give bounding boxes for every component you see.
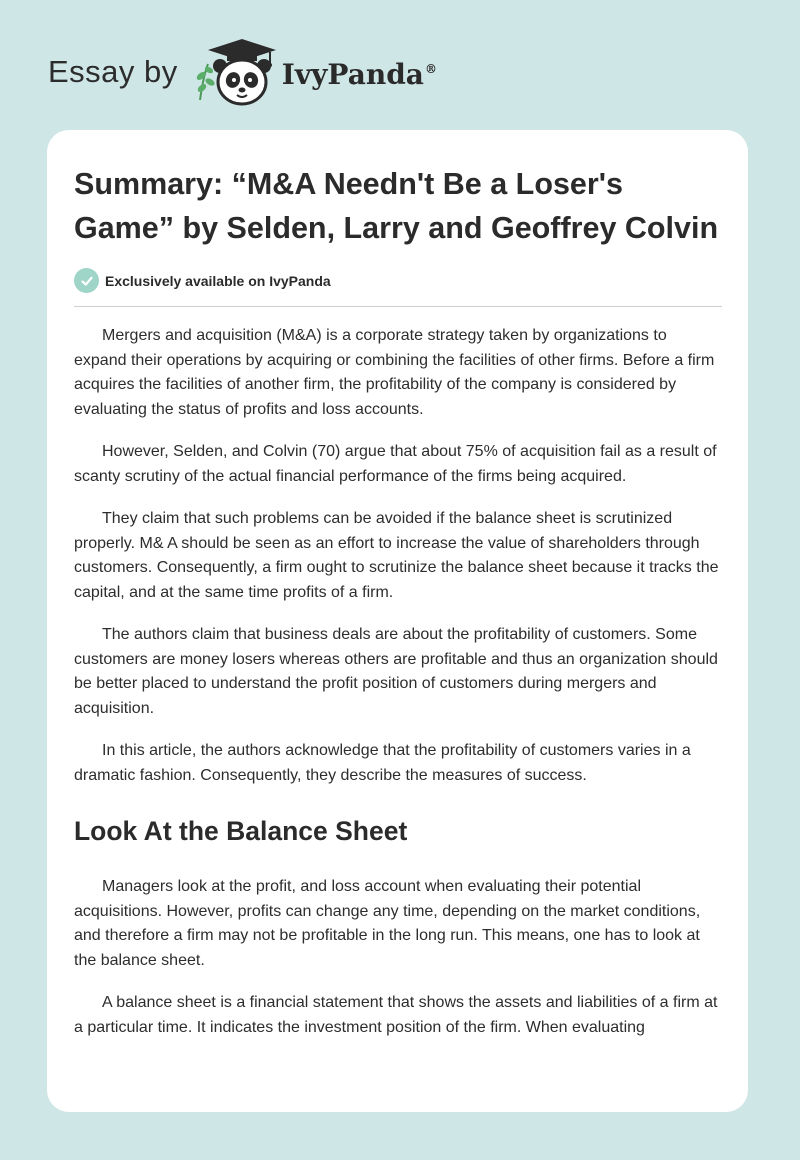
paragraph: Mergers and acquisition (M&A) is a corporate strategy taken by organizations to expand their operations by acquiring or combining the facilities of other firms. Before a firm acquires the facilities of another firm, the profitability of the company is considered by evaluating the status of profits and loss accounts. — [74, 327, 715, 418]
paragraph: They claim that such problems can be avoided if the balance sheet is scrutinized properly. M& A should be seen as an effort to increase the value of shareholders through customers. Consequently, a firm ought to scrutinize the balance sheet because it tracks the capital, and at the same time profits of a firm. — [74, 510, 719, 601]
exclusive-badge — [74, 268, 722, 293]
title-divider — [74, 306, 722, 307]
brand-prefix: Essay by — [48, 54, 178, 89]
essay-card — [47, 130, 748, 1112]
section-heading: Look At the Balance Sheet — [74, 816, 408, 846]
brand-header — [48, 36, 437, 108]
panda-logo-icon[interactable] — [190, 36, 278, 108]
registered-mark: ® — [424, 62, 437, 77]
essay-body — [74, 324, 722, 1040]
paragraph: The authors claim that business deals are about the profitability of customers. Some customers are money losers whereas others are profitable and thus an organization should be better placed to understand the profit position of customers during mergers and acquisition. — [74, 626, 718, 717]
paragraph: Managers look at the profit, and loss account when evaluating their potential acquisitions. However, profits can change any time, depending on the market conditions, and therefore a firm may not be profitable in the long run. This means, one has to look at the balance sheet. — [74, 878, 701, 969]
brand-name: IvyPanda® — [281, 57, 437, 91]
paragraph: In this article, the authors acknowledge that the profitability of customers varies in a dramatic fashion. Consequently, they describe the measures of success. — [74, 742, 691, 784]
exclusive-badge-label: Exclusively available on IvyPanda — [105, 272, 331, 289]
essay-title: Summary: “M&A Needn't Be a Loser's Game” by Selden, Larry and Geoffrey Colvin — [74, 167, 719, 245]
paragraph: However, Selden, and Colvin (70) argue that about 75% of acquisition fail as a result of scanty scrutiny of the actual financial performance of the firms being acquired. — [74, 443, 717, 485]
check-icon — [74, 268, 99, 293]
paragraph: A balance sheet is a financial statement that shows the assets and liabilities of a firm at a particular time. It indicates the investment position of the firm. When evaluating — [74, 994, 718, 1036]
